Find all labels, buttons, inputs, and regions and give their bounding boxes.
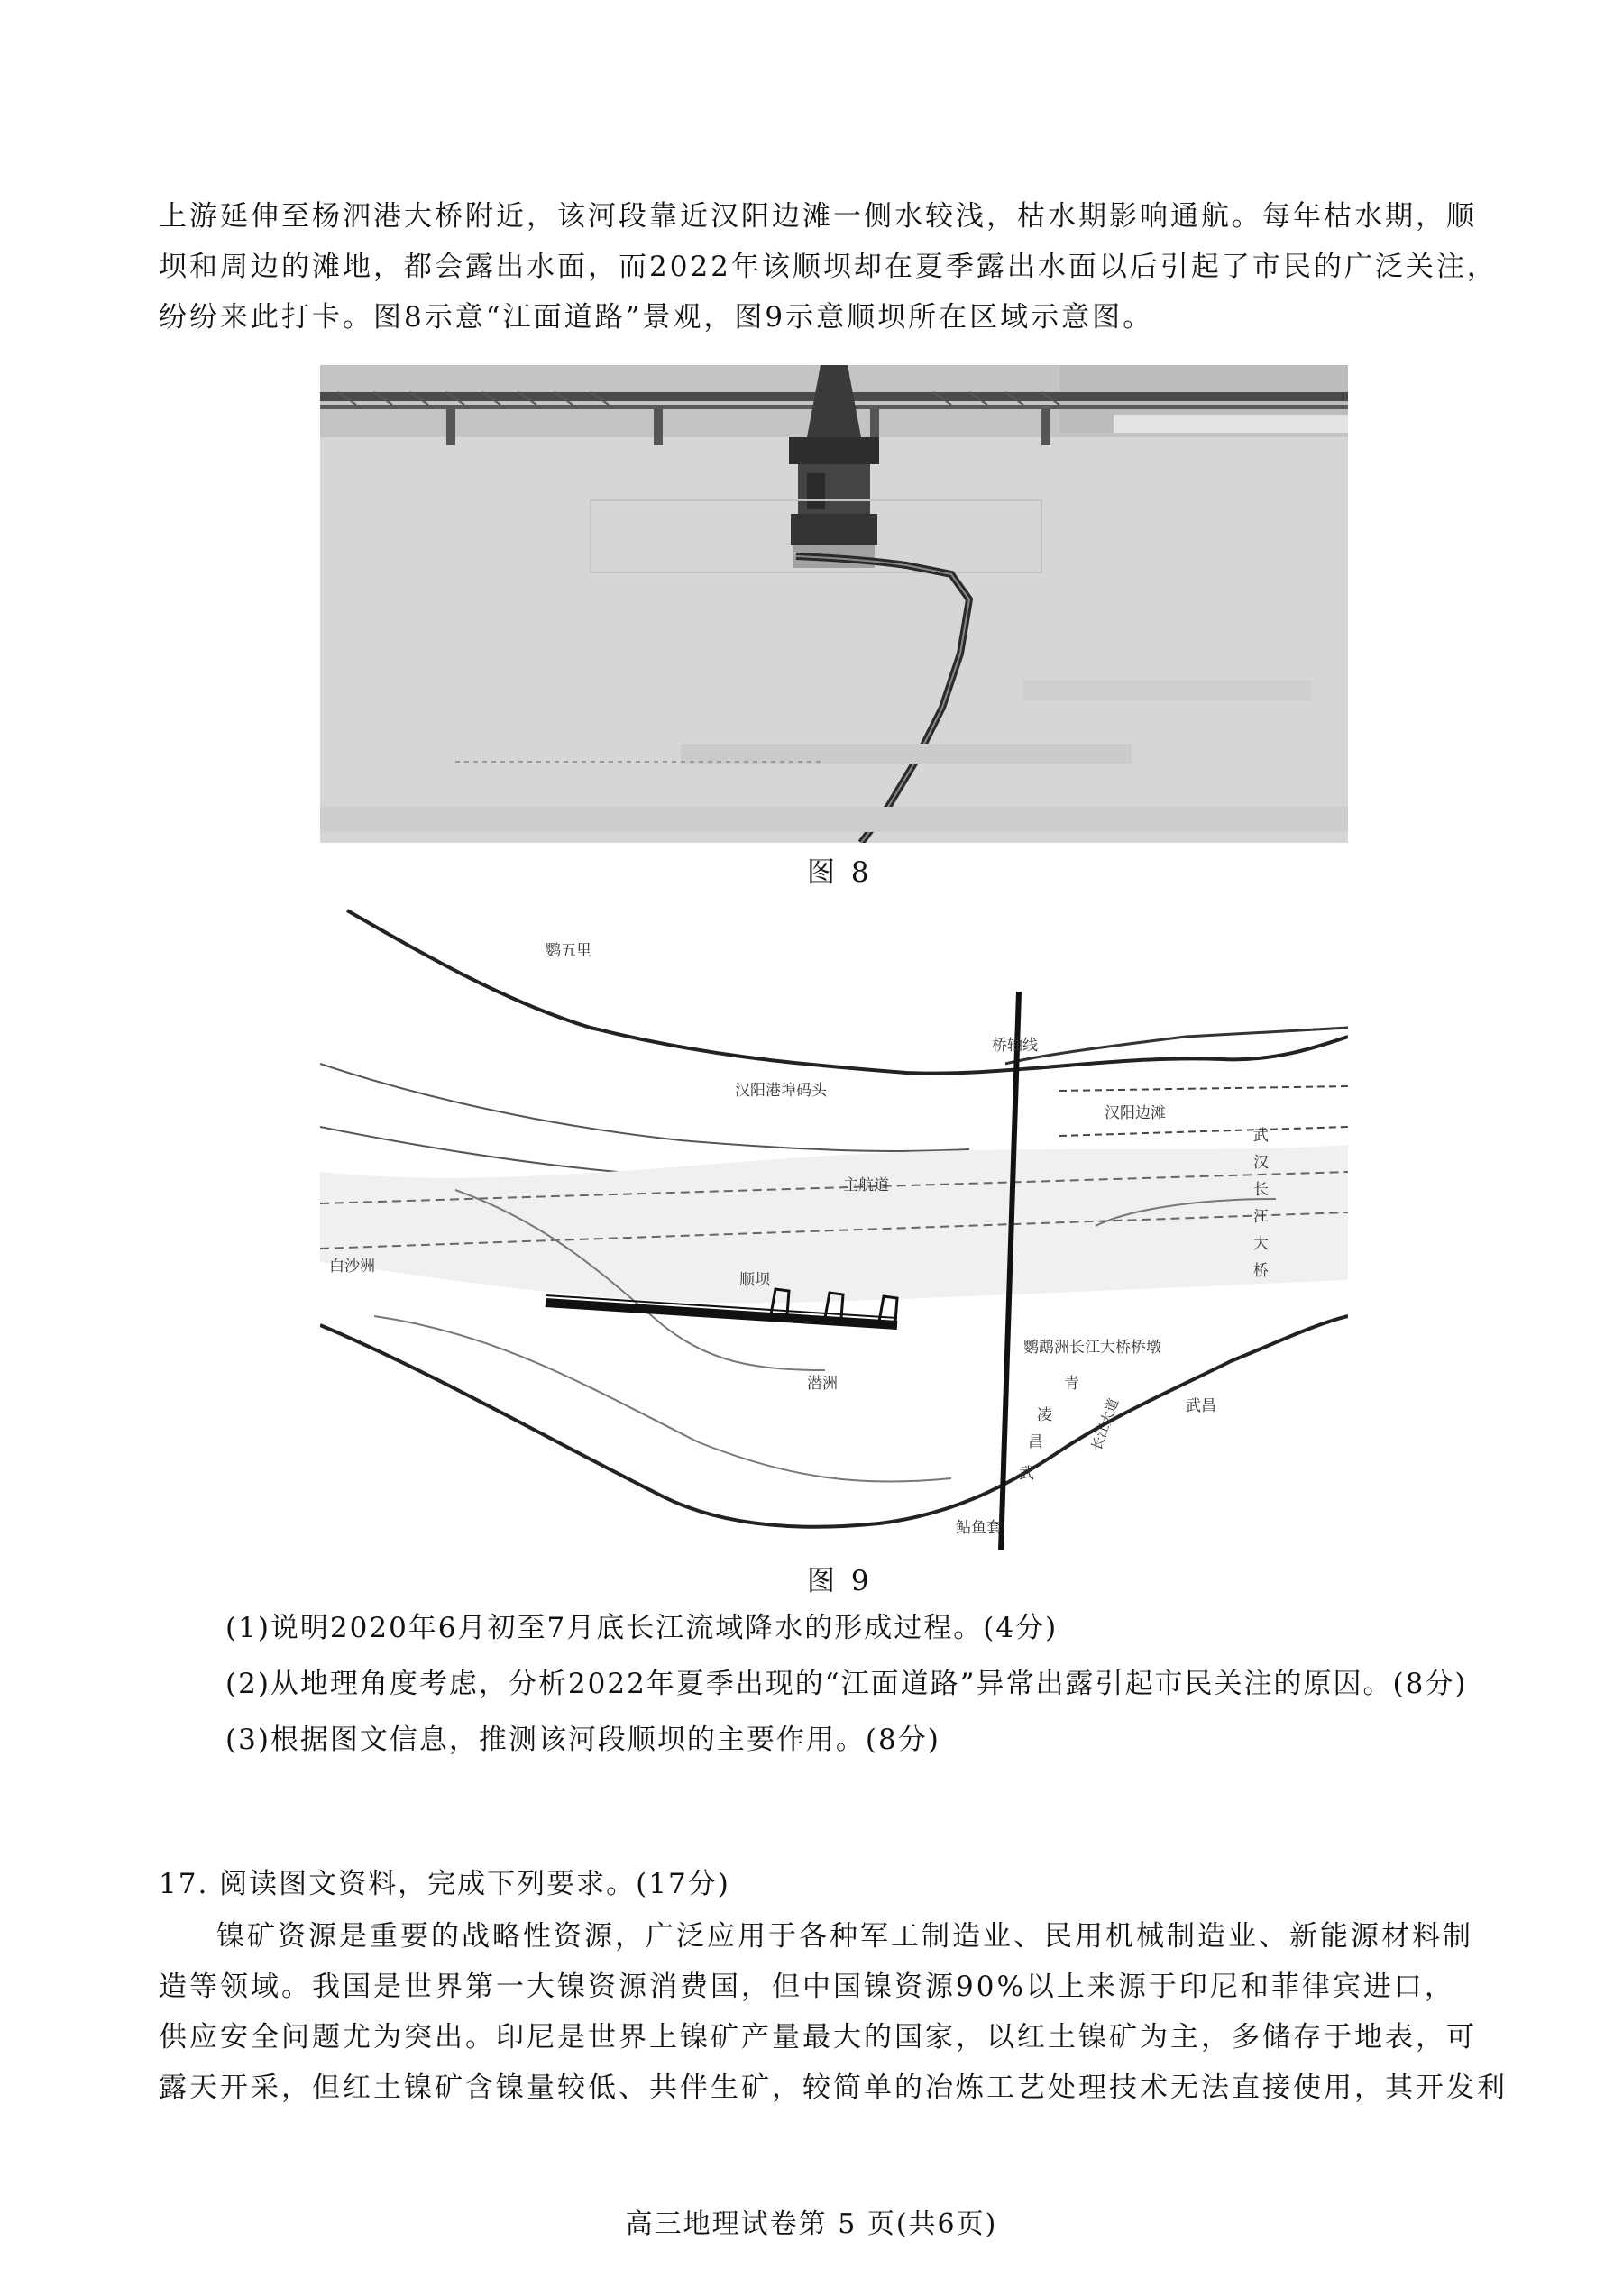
- question-3: (3)根据图文信息，推测该河段顺坝的主要作用。(8分): [225, 1724, 940, 1756]
- figure-8-photo: [320, 365, 1348, 843]
- map-label-wu: 武: [1019, 1465, 1034, 1483]
- figure-9-map: [320, 901, 1348, 1550]
- figure-8-caption: 图 8: [807, 856, 873, 889]
- map-label-hanyang-port: 汉阳港埠码头: [735, 1082, 827, 1100]
- map-label-road: 长江大道: [1087, 1395, 1123, 1453]
- map-label-yuzui: 鲇鱼套: [956, 1519, 1002, 1537]
- q17-line: 镍矿资源是重要的战略性资源，广泛应用于各种军工制造业、民用机械制造业、新能源材料制: [216, 1920, 1473, 1953]
- q17-line: 露天开采，但红土镍矿含镍量较低、共伴生矿，较简单的冶炼工艺处理技术无法直接使用，其开发利: [159, 2072, 1508, 2104]
- question-17-title: 17. 阅读图文资料，完成下列要求。(17分): [159, 1868, 730, 1900]
- page-footer: 高三地理试卷第 5 页(共6页): [625, 2209, 998, 2240]
- map-label-bridge-pier: 鹦鹉洲长江大桥桥墩: [1023, 1339, 1161, 1357]
- map-label-wuliji: 鹦五里: [546, 942, 591, 960]
- map-label-chang: 昌: [1028, 1433, 1043, 1451]
- map-label-channel: 主航道: [843, 1176, 889, 1194]
- q17-line: 造等领域。我国是世界第一大镍资源消费国，但中国镍资源90%以上来源于印尼和菲律宾进口，: [159, 1971, 1455, 2003]
- figure-9-caption: 图 9: [807, 1565, 873, 1597]
- map-label-hanyang-bank: 汉阳边滩: [1105, 1104, 1166, 1122]
- map-label-wuhan-bridge-3: 长: [1253, 1181, 1269, 1199]
- intro-paragraph: [159, 191, 1511, 343]
- intro-line: 上游延伸至杨泗港大桥附近，该河段靠近汉阳边滩一侧水较浅，枯水期影响通航。每年枯水期，顺: [159, 200, 1477, 233]
- intro-line: 纷纷来此打卡。图8示意“江面道路”景观，图9示意顺坝所在区域示意图。: [159, 301, 1154, 334]
- intro-line: 坝和周边的滩地，都会露出水面，而2022年该顺坝却在夏季露出水面以后引起了市民的广泛关注，: [159, 251, 1498, 283]
- map-label-wuhan-bridge-5: 大: [1253, 1235, 1269, 1253]
- question-2: (2)从地理角度考虑，分析2022年夏季出现的“江面道路”异常出露引起市民关注的原因。(8分): [225, 1668, 1468, 1700]
- map-label-dam: 顺坝: [739, 1271, 770, 1289]
- map-label-wuchang: 武昌: [1186, 1397, 1216, 1415]
- map-label-ling: 凌: [1037, 1406, 1052, 1424]
- map-label-wuhan-bridge-1: 武: [1253, 1127, 1269, 1145]
- q17-line: 供应安全问题尤为突出。印尼是世界上镍矿产量最大的国家，以红土镍矿为主，多储存于地表，可: [159, 2021, 1477, 2054]
- map-label-wuhan-bridge-4: 江: [1253, 1208, 1269, 1226]
- question-1: (1)说明2020年6月初至7月底长江流域降水的形成过程。(4分): [225, 1612, 1059, 1644]
- map-label-wuhan-bridge-6: 桥: [1253, 1262, 1269, 1280]
- map-label-wuhan-bridge-2: 汉: [1253, 1154, 1269, 1172]
- map-label-sand-bar: 潜洲: [807, 1375, 838, 1393]
- map-label-qing: 青: [1064, 1375, 1079, 1393]
- map-label-white-sand: 白沙洲: [329, 1258, 375, 1276]
- question-17-body: [159, 1911, 1511, 2113]
- map-label-bridge-axis: 桥轴线: [992, 1037, 1038, 1055]
